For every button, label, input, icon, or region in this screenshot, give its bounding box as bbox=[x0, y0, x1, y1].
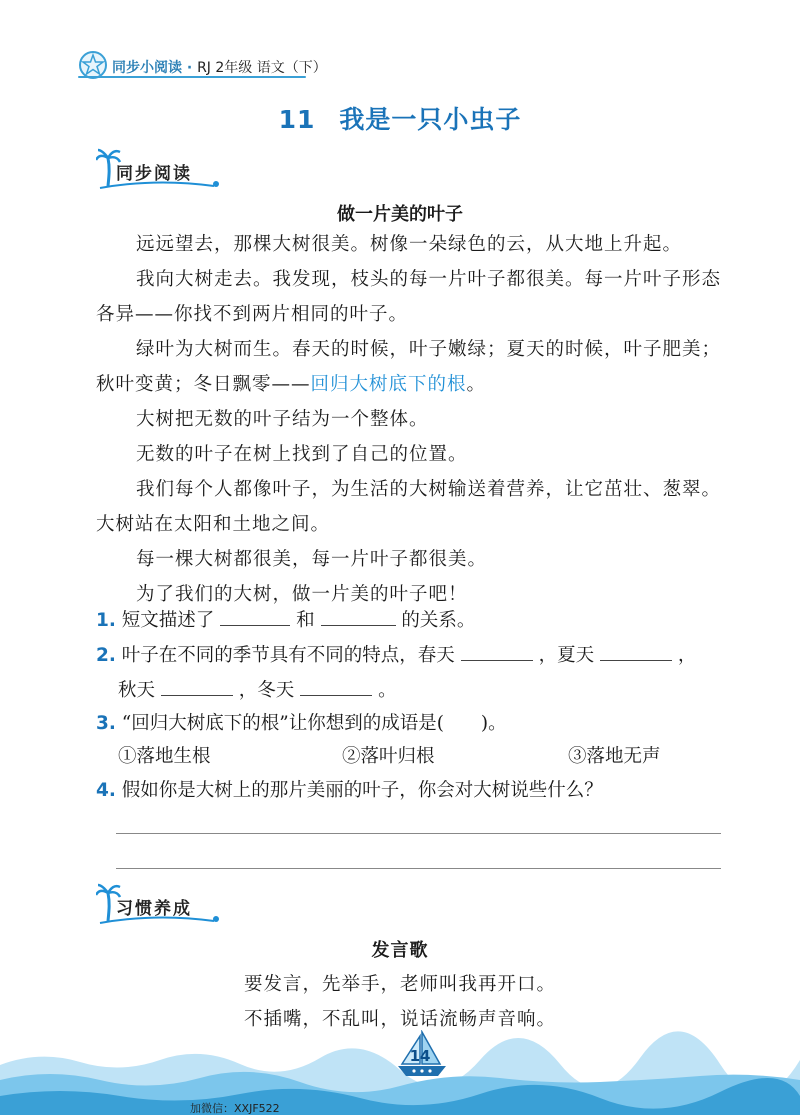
highlighted-phrase: 回归大树底下的根 bbox=[310, 374, 467, 395]
answer-blank-summer[interactable] bbox=[600, 640, 672, 661]
section-tag-habit: 习惯养成 bbox=[96, 883, 226, 923]
article-paragraph: 每一棵大树都很美，每一片叶子都很美。 bbox=[136, 549, 488, 570]
article-paragraph: 无数的叶子在树上找到了自己的位置。 bbox=[136, 444, 468, 465]
section-tag-reading: 同步阅读 bbox=[96, 148, 226, 188]
header-divider bbox=[78, 76, 306, 78]
question-2-cont: 秋天 ，冬天 。 bbox=[118, 673, 758, 708]
answer-blank[interactable] bbox=[321, 605, 396, 626]
article-title: 做一片美的叶子 bbox=[337, 204, 463, 225]
article-paragraph: 为了我们的大树，做一片美的叶子吧！ bbox=[136, 584, 468, 605]
page-number: 14 bbox=[409, 1047, 431, 1065]
option-2[interactable]: ②落叶归根 bbox=[342, 746, 435, 767]
article-paragraph: 我们每个人都像叶子，为生活的大树输送着营养，让它茁壮、葱翠。大树站在太阳和土地之间。 bbox=[96, 479, 722, 535]
answer-blank[interactable] bbox=[220, 605, 290, 626]
question-4: 4. 假如你是大树上的那片美丽的叶子，你会对大树说些什么？ bbox=[96, 780, 603, 801]
option-3[interactable]: ③落地无声 bbox=[568, 746, 661, 767]
article-paragraph: 绿叶为大树而生。春天的时候，叶子嫩绿；夏天的时候，叶子肥美；秋叶变黄；冬日飘零——回归大树底下的根。 bbox=[96, 339, 722, 395]
answer-blank-winter[interactable] bbox=[300, 675, 372, 696]
watermark-text: 加微信：XXJF522 bbox=[190, 1102, 280, 1115]
answer-blank-autumn[interactable] bbox=[161, 675, 233, 696]
option-1[interactable]: ①落地生根 bbox=[118, 746, 211, 767]
answer-blank-spring[interactable] bbox=[461, 640, 533, 661]
poem-line: 要发言，先举手，老师叫我再开口。 bbox=[243, 974, 556, 995]
header-series: 同步小阅读 · RJ 2年级 语文（下） bbox=[112, 60, 327, 76]
answer-line[interactable] bbox=[116, 868, 721, 869]
poem-title: 发言歌 bbox=[371, 940, 429, 961]
article-paragraph: 远远望去，那棵大树很美。树像一朵绿色的云，从大地上升起。 bbox=[136, 234, 683, 255]
question-3: 3. “回归大树底下的根”让你想到的成语是( )。 bbox=[96, 713, 507, 734]
poem-line: 不插嘴，不乱叫，说话流畅声音响。 bbox=[243, 1009, 556, 1030]
answer-line[interactable] bbox=[116, 833, 721, 834]
lesson-title: 11 我是一只小虫子 bbox=[278, 105, 522, 134]
article-paragraph: 我向大树走去。我发现，枝头的每一片叶子都很美。每一片叶子形态各异——你找不到两片相同的叶子。 bbox=[96, 269, 722, 325]
article-paragraph: 大树把无数的叶子结为一个整体。 bbox=[136, 409, 429, 430]
question-2: 2. 叶子在不同的季节具有不同的特点，春天 ，夏天 ， bbox=[96, 638, 736, 673]
question-1: 1. 短文描述了 和 的关系。 bbox=[96, 603, 736, 638]
